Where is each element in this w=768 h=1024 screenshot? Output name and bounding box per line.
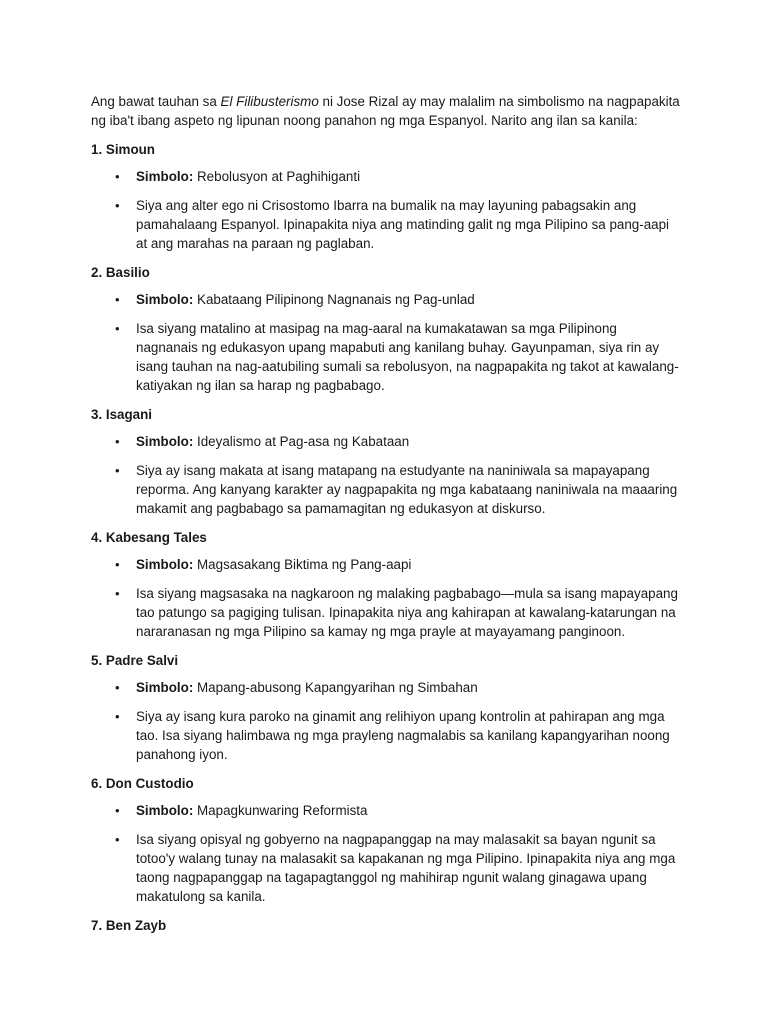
- symbol-value: Magsasakang Biktima ng Pang-aapi: [197, 557, 412, 572]
- symbol-value: Rebolusyon at Paghihiganti: [197, 169, 361, 184]
- character-heading: 6. Don Custodio: [91, 776, 194, 791]
- symbol-label: Simbolo:: [136, 680, 194, 695]
- character-description: Isa siyang magsasaka na nagkaroon ng malaking pagbabago—mula sa isang mapayapang tao patungo sa pagiging tulisan. Ipinapakita niya ang kahirapan at kawalang-katarungan na nararanasan ng mga Pilipino sa kamay ng mga prayle at mayayamang panginoon.: [136, 586, 678, 639]
- symbol-label: Simbolo:: [136, 292, 194, 307]
- symbol-value: Mapagkunwaring Reformista: [197, 803, 368, 818]
- bullet-icon: •: [115, 321, 120, 336]
- intro-text-start: Ang bawat tauhan sa: [91, 94, 221, 109]
- character-description: Siya ay isang kura paroko na ginamit ang relihiyon upang kontrolin at pahirapan ang mga tao. Isa siyang halimbawa ng mga prayleng nagmalabis sa kanilang kapangyarihan noong panahong iyon.: [136, 709, 670, 762]
- character-details: [91, 555, 681, 641]
- description-item: [91, 707, 681, 764]
- bullet-icon: •: [115, 832, 120, 847]
- bullet-icon: •: [115, 557, 120, 572]
- symbol-item: [91, 167, 681, 186]
- description-item: [91, 584, 681, 641]
- symbol-label: Simbolo:: [136, 803, 194, 818]
- character-heading: 2. Basilio: [91, 265, 150, 280]
- character-details: [91, 432, 681, 518]
- symbol-value: Ideyalismo at Pag-asa ng Kabataan: [197, 434, 410, 449]
- symbol-label: Simbolo:: [136, 557, 194, 572]
- symbol-item: [91, 432, 681, 451]
- symbol-item: [91, 801, 681, 820]
- description-item: [91, 461, 681, 518]
- bullet-icon: •: [115, 198, 120, 213]
- intro-text-end: ni Jose Rizal ay may malalim na simbolismo na nagpapakita ng iba't ibang aspeto ng lipunan noong panahon ng mga Espanyol. Narito ang ilan sa kanila:: [91, 94, 680, 128]
- bullet-icon: •: [115, 292, 120, 307]
- character-details: [91, 167, 681, 253]
- description-item: [91, 830, 681, 906]
- symbol-value: Kabataang Pilipinong Nagnanais ng Pag-unlad: [197, 292, 475, 307]
- character-heading: 3. Isagani: [91, 407, 153, 422]
- character-heading: 1. Simoun: [91, 142, 155, 157]
- symbol-label: Simbolo:: [136, 169, 194, 184]
- symbol-item: [91, 290, 681, 309]
- bullet-icon: •: [115, 434, 120, 449]
- character-details: [91, 801, 681, 906]
- symbol-item: [91, 678, 681, 697]
- character-description: Isa siyang opisyal ng gobyerno na nagpapanggap na may malasakit sa bayan ngunit sa totoo'y walang tunay na malasakit sa kapakanan ng mga Pilipino. Ipinapakita niya ang mga taong nagpapanggap na tagapagtanggol ng mahihirap ngunit walang ginagawa upang makatulong sa kanila.: [136, 832, 676, 904]
- bullet-icon: •: [115, 803, 120, 818]
- bullet-icon: •: [115, 586, 120, 601]
- character-heading: 4. Kabesang Tales: [91, 530, 207, 545]
- bullet-icon: •: [115, 709, 120, 724]
- character-details: [91, 678, 681, 764]
- intro-paragraph: [91, 92, 681, 130]
- bullet-icon: •: [115, 680, 120, 695]
- character-details: [91, 290, 681, 395]
- character-heading: 7. Ben Zayb: [91, 918, 167, 933]
- description-item: [91, 196, 681, 253]
- character-description: Siya ay isang makata at isang matapang na estudyante na naniniwala sa mapayapang reporma. Ang kanyang karakter ay nagpapakita ng mga kabataang naniniwala na maaaring makamit ang pagbabago sa pamamagitan ng edukasyon at diskurso.: [136, 463, 678, 516]
- character-heading: 5. Padre Salvi: [91, 653, 179, 668]
- symbol-item: [91, 555, 681, 574]
- character-description: Siya ang alter ego ni Crisostomo Ibarra na bumalik na may layuning pabagsakin ang pamahalaang Espanyol. Ipinapakita niya ang matinding galit ng mga Pilipino sa pang-aapi at ang marahas na paraan ng paglaban.: [136, 198, 670, 251]
- bullet-icon: •: [115, 169, 120, 184]
- bullet-icon: •: [115, 463, 120, 478]
- symbol-label: Simbolo:: [136, 434, 194, 449]
- character-description: Isa siyang matalino at masipag na mag-aaral na kumakatawan sa mga Pilipinong nagnanais ng edukasyon upang mapabuti ang kanilang buhay. Gayunpaman, siya rin ay isang tauhan na nag-aatubiling sumali sa rebolusyon, na nagpapakita ng takot at kawalang-katiyakan ng ilan sa harap ng pagbabago.: [136, 321, 679, 393]
- document-page: [91, 92, 681, 943]
- description-item: [91, 319, 681, 395]
- book-title: El Filibusterismo: [220, 94, 319, 109]
- symbol-value: Mapang-abusong Kapangyarihan ng Simbahan: [197, 680, 478, 695]
